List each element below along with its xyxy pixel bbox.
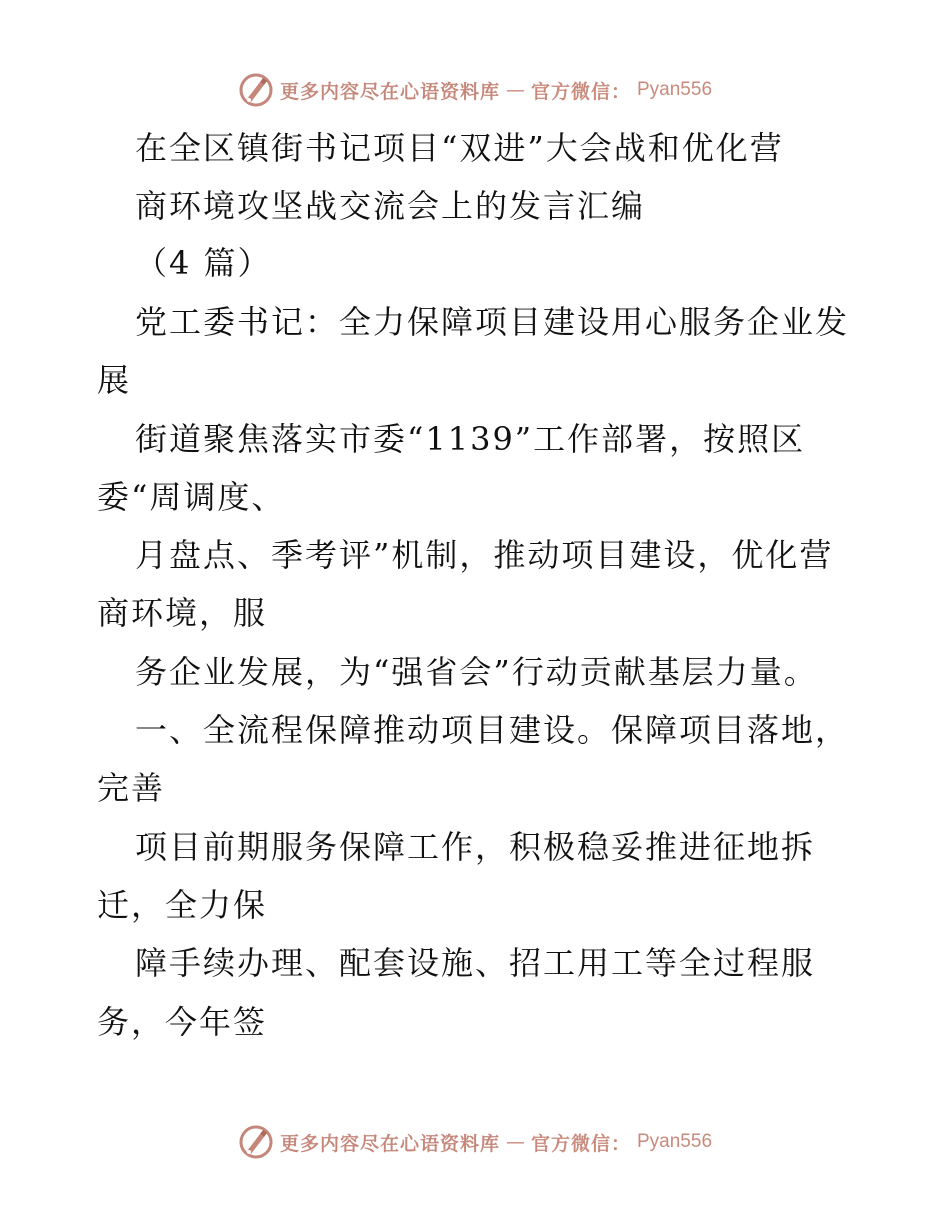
- document-title-line-2: 商环境攻坚战交流会上的发言汇编: [135, 187, 646, 225]
- paragraph-line: 月盘点、季考评”机制，推动项目建设，优化营: [135, 536, 834, 574]
- watermark-footer: [0, 1122, 950, 1162]
- pen-logo-icon: [238, 1124, 274, 1160]
- watermark-dash: —: [505, 1131, 525, 1153]
- watermark-text: 更多内容尽在心语资料库: [279, 1132, 500, 1155]
- watermark-id: Pyan556: [637, 1131, 713, 1152]
- document-title-line-1: 在全区镇街书记项目“双进”大会战和优化营: [135, 129, 784, 167]
- watermark-text: 更多内容尽在心语资料库: [279, 80, 500, 103]
- paragraph-line: 街道聚焦落实市委“1139”工作部署，按照区: [135, 420, 806, 458]
- paragraph-line: 委“周调度、: [97, 478, 286, 516]
- paragraph-line: 一、全流程保障推动项目建设。保障项目落地，: [135, 711, 850, 749]
- paragraph-line: 商环境，服: [97, 594, 268, 632]
- watermark-id: Pyan556: [637, 79, 713, 100]
- paragraph-line: 务企业发展，为“强省会”行动贡献基层力量。: [135, 653, 818, 691]
- paragraph-line: 迁，全力保: [97, 886, 268, 924]
- section-heading-line-1: 党工委书记：全力保障项目建设用心服务企业发: [135, 303, 850, 341]
- watermark-dash: —: [505, 79, 525, 101]
- section-heading-line-2: 展: [97, 361, 132, 399]
- watermark-label: 官方微信：: [530, 1132, 631, 1155]
- pen-logo-icon: [238, 72, 274, 108]
- watermark-header: [0, 70, 950, 110]
- paragraph-line: 障手续办理、配套设施、招工用工等全过程服: [135, 944, 816, 982]
- paragraph-line: 务，今年签: [97, 1003, 268, 1041]
- watermark-label: 官方微信：: [530, 80, 631, 103]
- document-title-count: （4 篇）: [135, 244, 272, 282]
- paragraph-line: 完善: [97, 769, 166, 807]
- paragraph-line: 项目前期服务保障工作，积极稳妥推进征地拆: [135, 828, 816, 866]
